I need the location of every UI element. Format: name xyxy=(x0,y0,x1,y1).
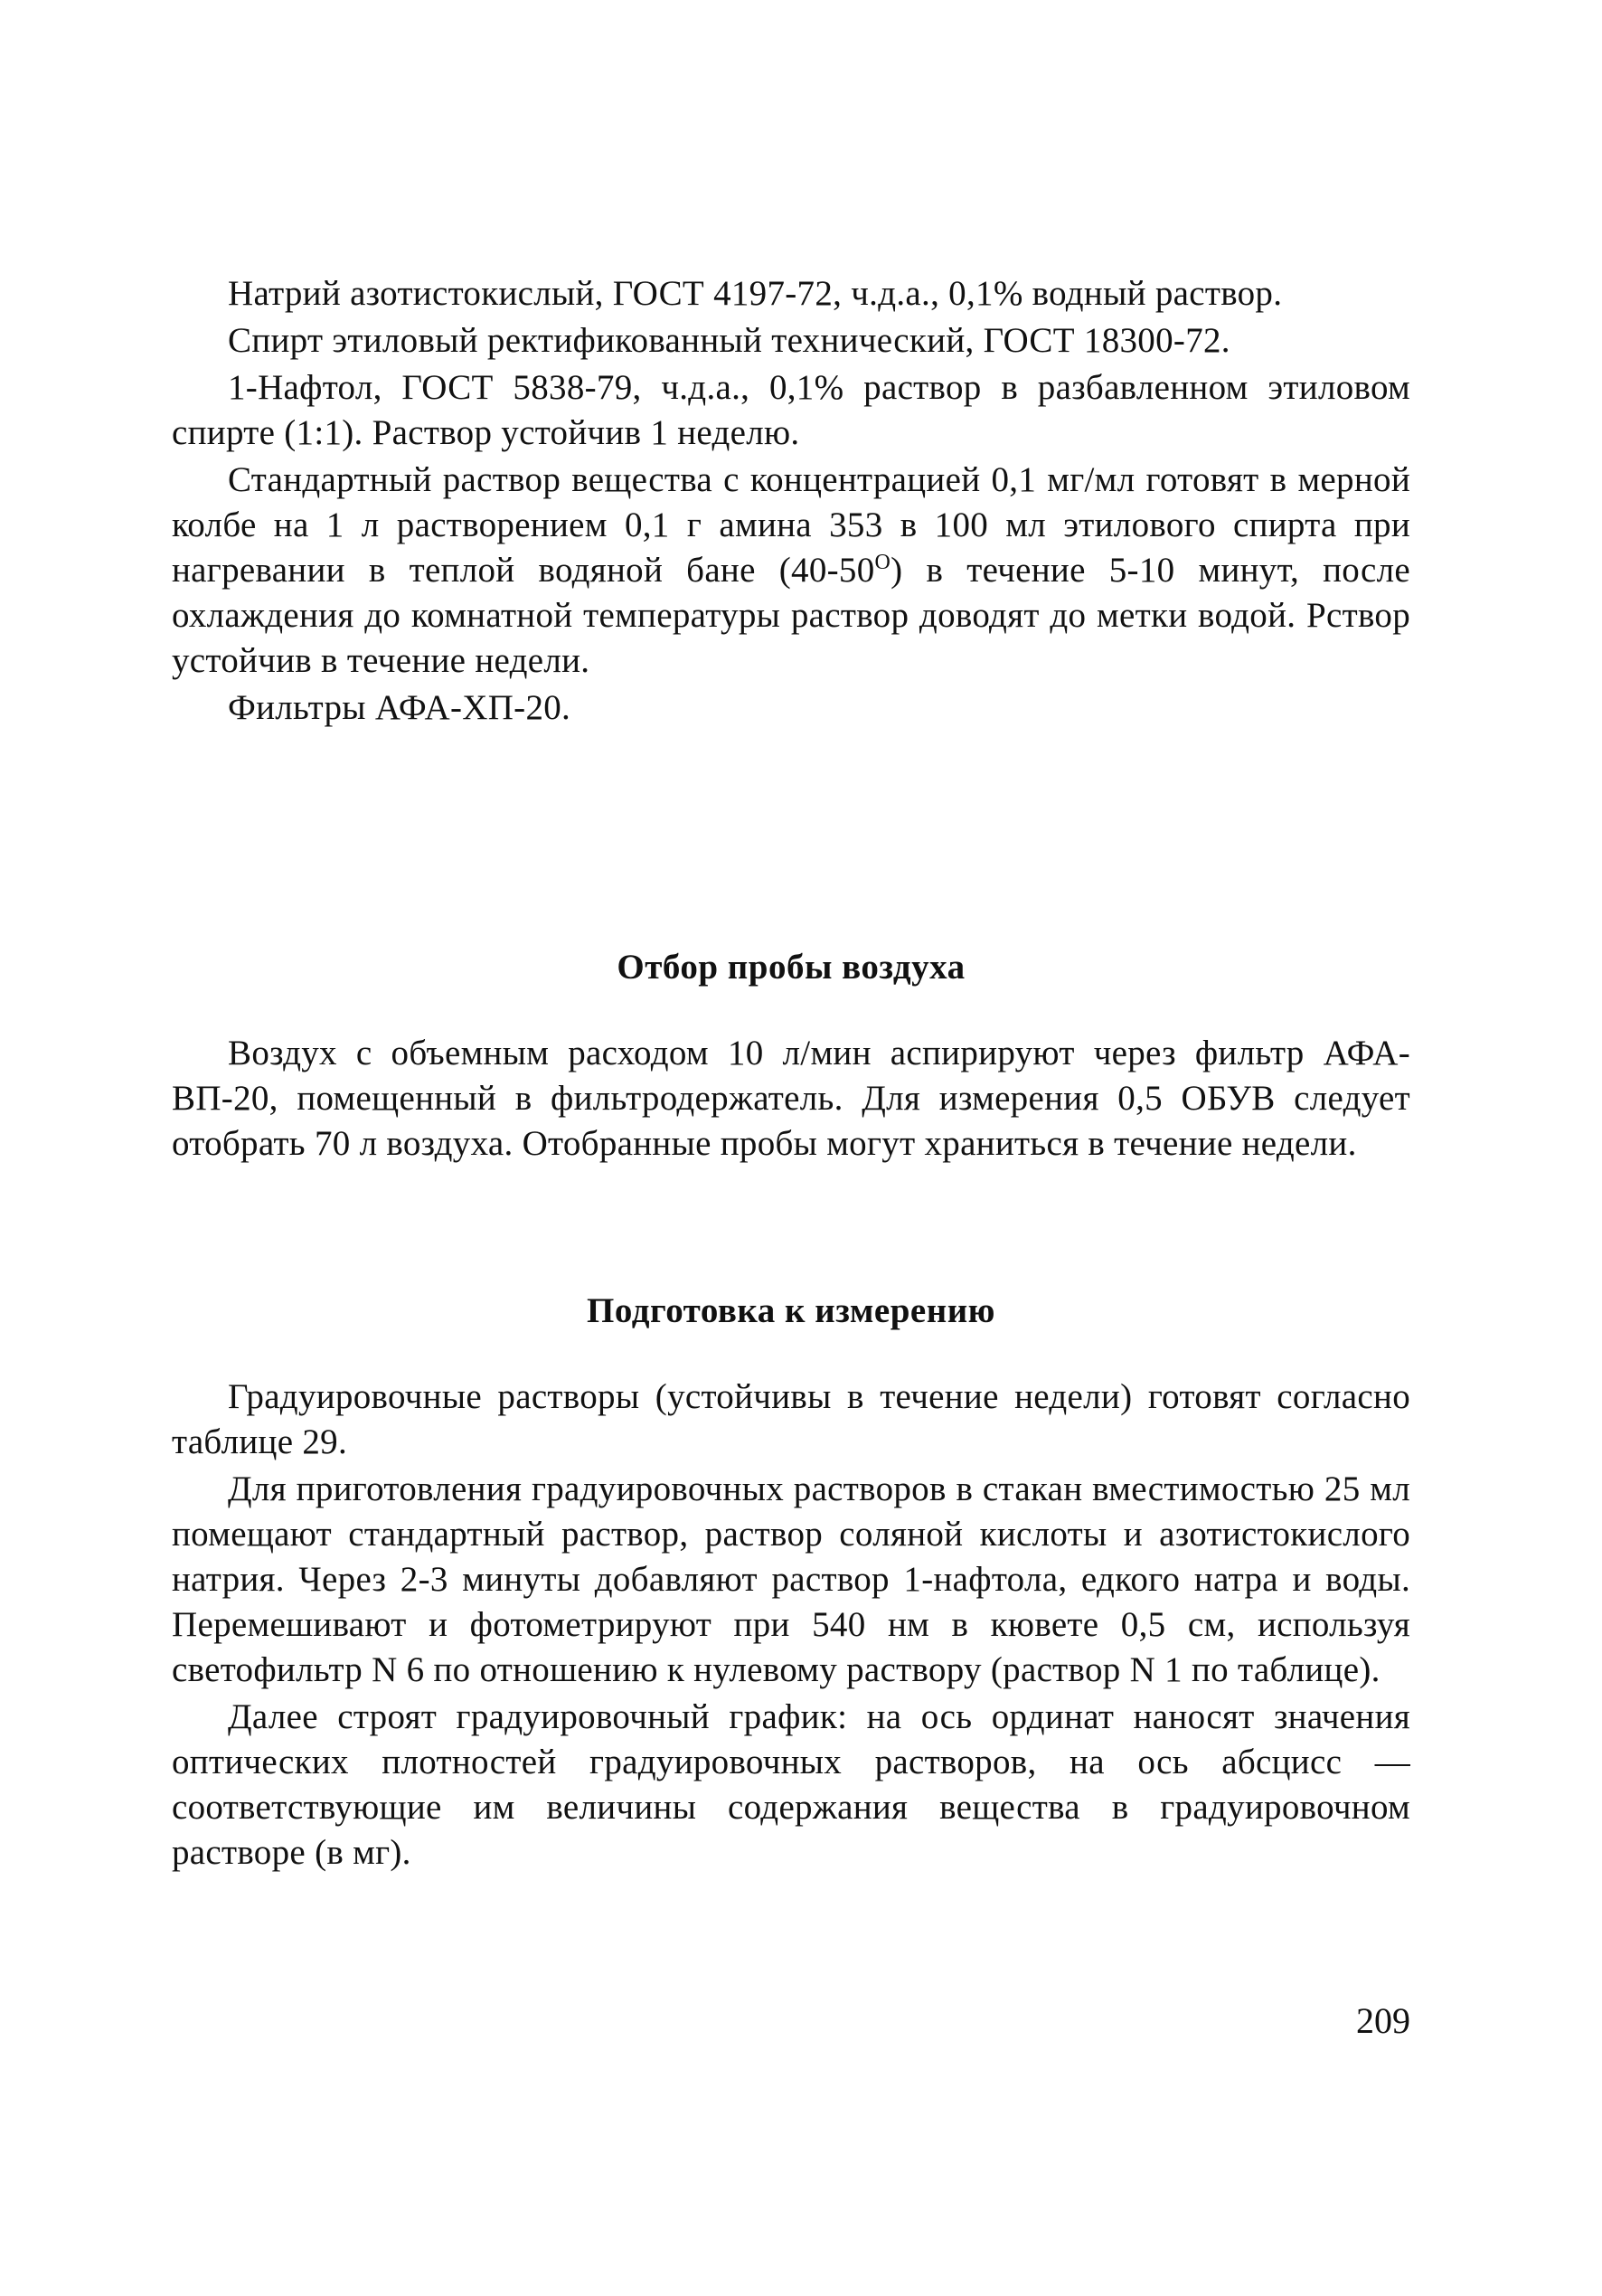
standard-solution-text-end: ) в течение 5-10 минут, после охлаждения до комнатной температуры раствор доводят до метки водой. Рствор устойчив в течение недели. xyxy=(172,551,1411,680)
reagents-section xyxy=(172,271,1410,732)
paragraph-standard-solution xyxy=(172,458,1410,684)
page-number: 209 xyxy=(1356,2000,1410,2041)
sampling-section xyxy=(172,1031,1410,1168)
paragraph-calibration-graph: Далее строят градуировочный график: на ось ординат наносят значения оптических плотностей градуировочных растворов, на ось абсцисс — соответствующие им величины содержания вещества в градуировочном растворе (в мг). xyxy=(172,1697,1410,1872)
paragraph-air-sampling: Воздух с объемным расходом 10 л/мин аспирируют через фильтр АФА-ВП-20, помещенный в фильтродержатель. Для измерения 0,5 ОБУВ следует отобрать 70 л воздуха. Отобранные пробы могут храниться в течение недели. xyxy=(172,1034,1410,1163)
paragraph-ethyl-alcohol: Спирт этиловый ректификованный технический, ГОСТ 18300-72. xyxy=(228,321,1230,360)
paragraph-calibration-solutions: Градуировочные растворы (устойчивы в течение недели) готовят согласно таблице 29. xyxy=(172,1377,1410,1461)
paragraph-sodium-nitrite: Натрий азотистокислый, ГОСТ 4197-72, ч.д.а., 0,1% водный раствор. xyxy=(228,274,1283,313)
heading-sampling: Отбор пробы воздуха xyxy=(617,948,966,987)
heading-preparation: Подготовка к измерению xyxy=(587,1291,995,1330)
standard-solution-text-start: Стандартный раствор вещества с концентрацией 0,1 мг/мл готовят в мерной колбе на 1 л растворением 0,1 г амина 353 в 100 мл этилового спирта при нагревании в теплой водяной бане (40-50 xyxy=(172,460,1410,590)
paragraph-naphthol: 1-Нафтол, ГОСТ 5838-79, ч.д.а., 0,1% раствор в разбавленном этиловом спирте (1:1). Раствор устойчив 1 неделю. xyxy=(172,368,1410,452)
paragraph-calibration-procedure: Для приготовления градуировочных растворов в стакан вместимостью 25 мл помещают стандартный раствор, раствор соляной кислоты и азотистокислого натрия. Через 2-3 минуты добавляют раствор 1-нафтола, едкого натра и воды. Перемешивают и фотометрируют при 540 нм в кювете 0,5 см, используя светофильтр N 6 по отношению к нулевому раствору (раствор N 1 по таблице). xyxy=(172,1469,1410,1689)
preparation-section xyxy=(172,1375,1410,1877)
paragraph-filters: Фильтры АФА-ХП-20. xyxy=(228,688,571,727)
degree-superscript: O xyxy=(874,551,891,574)
